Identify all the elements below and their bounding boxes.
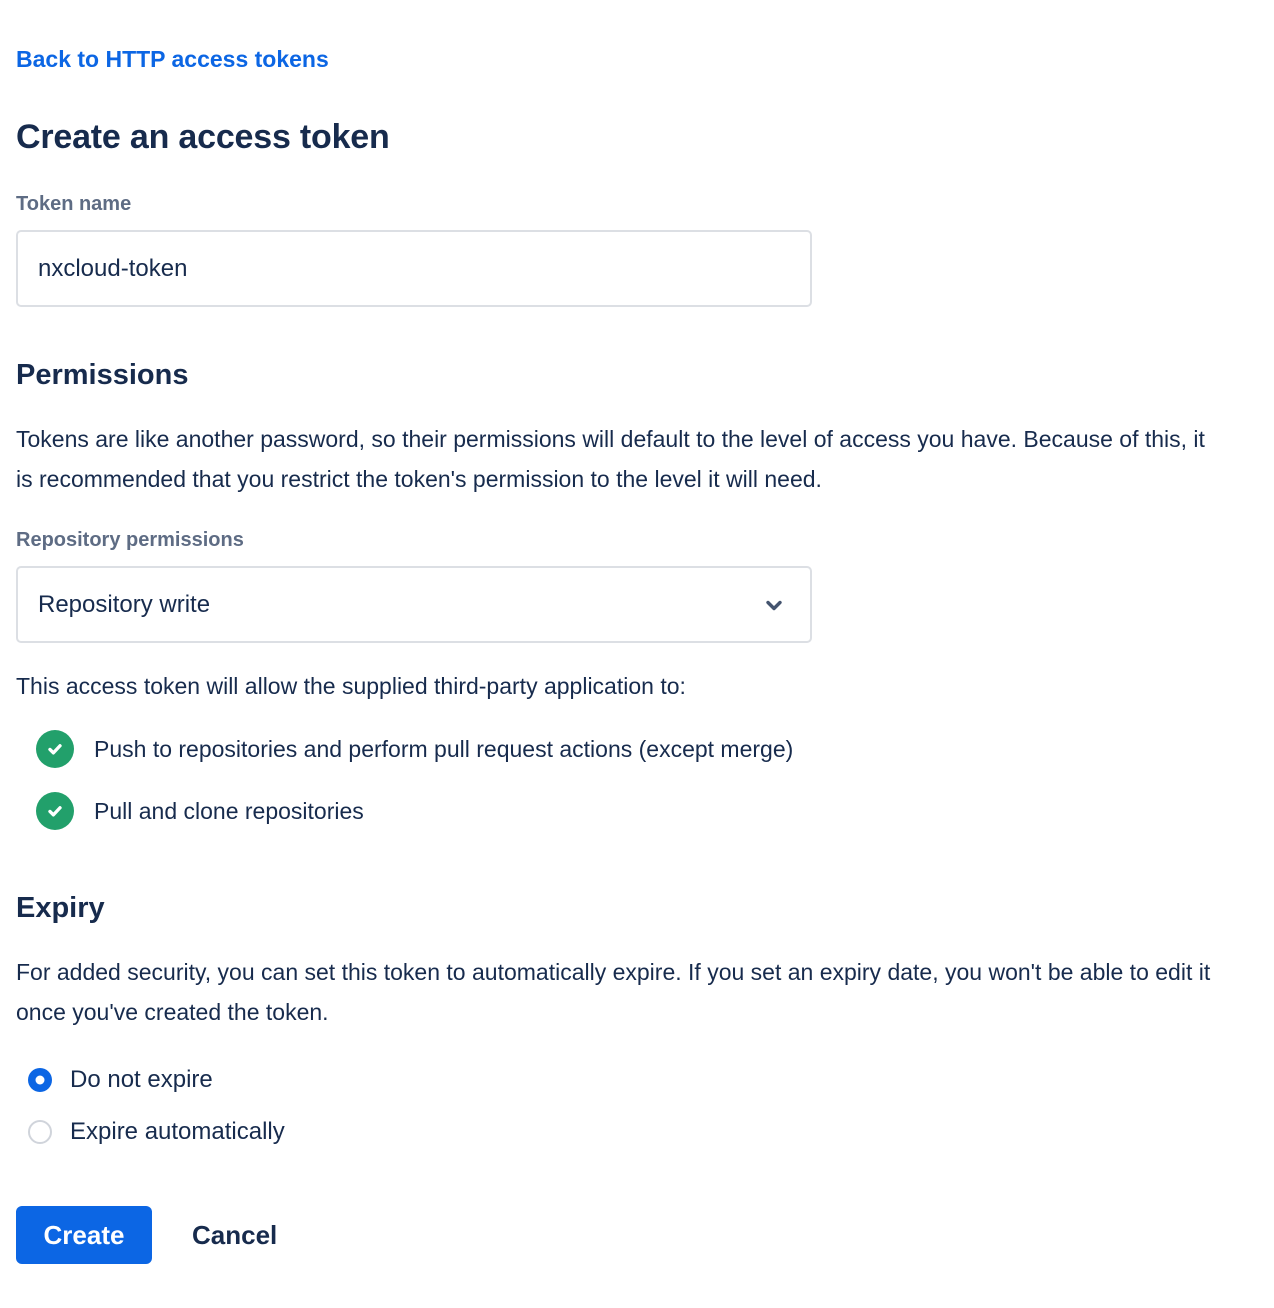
repository-permissions-label: Repository permissions	[16, 529, 244, 551]
repository-permissions-selected-value: Repository write	[38, 590, 211, 618]
back-to-http-access-tokens-link[interactable]: Back to HTTP access tokens	[16, 46, 329, 72]
check-circle-icon	[36, 792, 74, 830]
token-name-input[interactable]	[16, 230, 812, 307]
page-title: Create an access token	[16, 118, 390, 156]
radio-label: Expire automatically	[70, 1118, 285, 1145]
capability-item-pull	[36, 792, 1218, 830]
radio-label: Do not expire	[70, 1066, 213, 1093]
expiry-radio-group	[16, 1066, 1218, 1146]
expiry-heading: Expiry	[16, 892, 105, 924]
capability-list	[16, 730, 1218, 830]
radio-unselected-icon[interactable]	[28, 1120, 52, 1144]
chevron-down-icon	[762, 593, 786, 617]
check-circle-icon	[36, 730, 74, 768]
permissions-description: Tokens are like another password, so their permissions will default to the level of access you have. Because of this, it is recommended that you restrict the token's permission to the level it will need.	[16, 426, 1205, 492]
create-button[interactable]: Create	[16, 1206, 152, 1264]
token-name-label: Token name	[16, 193, 132, 215]
form-actions	[16, 1206, 1218, 1264]
capability-text: Push to repositories and perform pull request actions (except merge)	[94, 735, 794, 762]
radio-option-expire-automatically[interactable]	[28, 1118, 1218, 1146]
capability-text: Pull and clone repositories	[94, 797, 364, 824]
capability-item-push	[36, 730, 1218, 768]
radio-selected-icon[interactable]	[28, 1068, 52, 1092]
permissions-heading: Permissions	[16, 359, 189, 391]
repository-permissions-select[interactable]	[16, 566, 812, 643]
cancel-button[interactable]: Cancel	[192, 1219, 278, 1250]
expiry-description: For added security, you can set this token to automatically expire. If you set an expiry date, you won't be able to edit it once you've created the token.	[16, 959, 1211, 1025]
radio-option-do-not-expire[interactable]	[28, 1066, 1218, 1094]
access-token-allow-intro: This access token will allow the supplied third-party application to:	[16, 673, 686, 699]
